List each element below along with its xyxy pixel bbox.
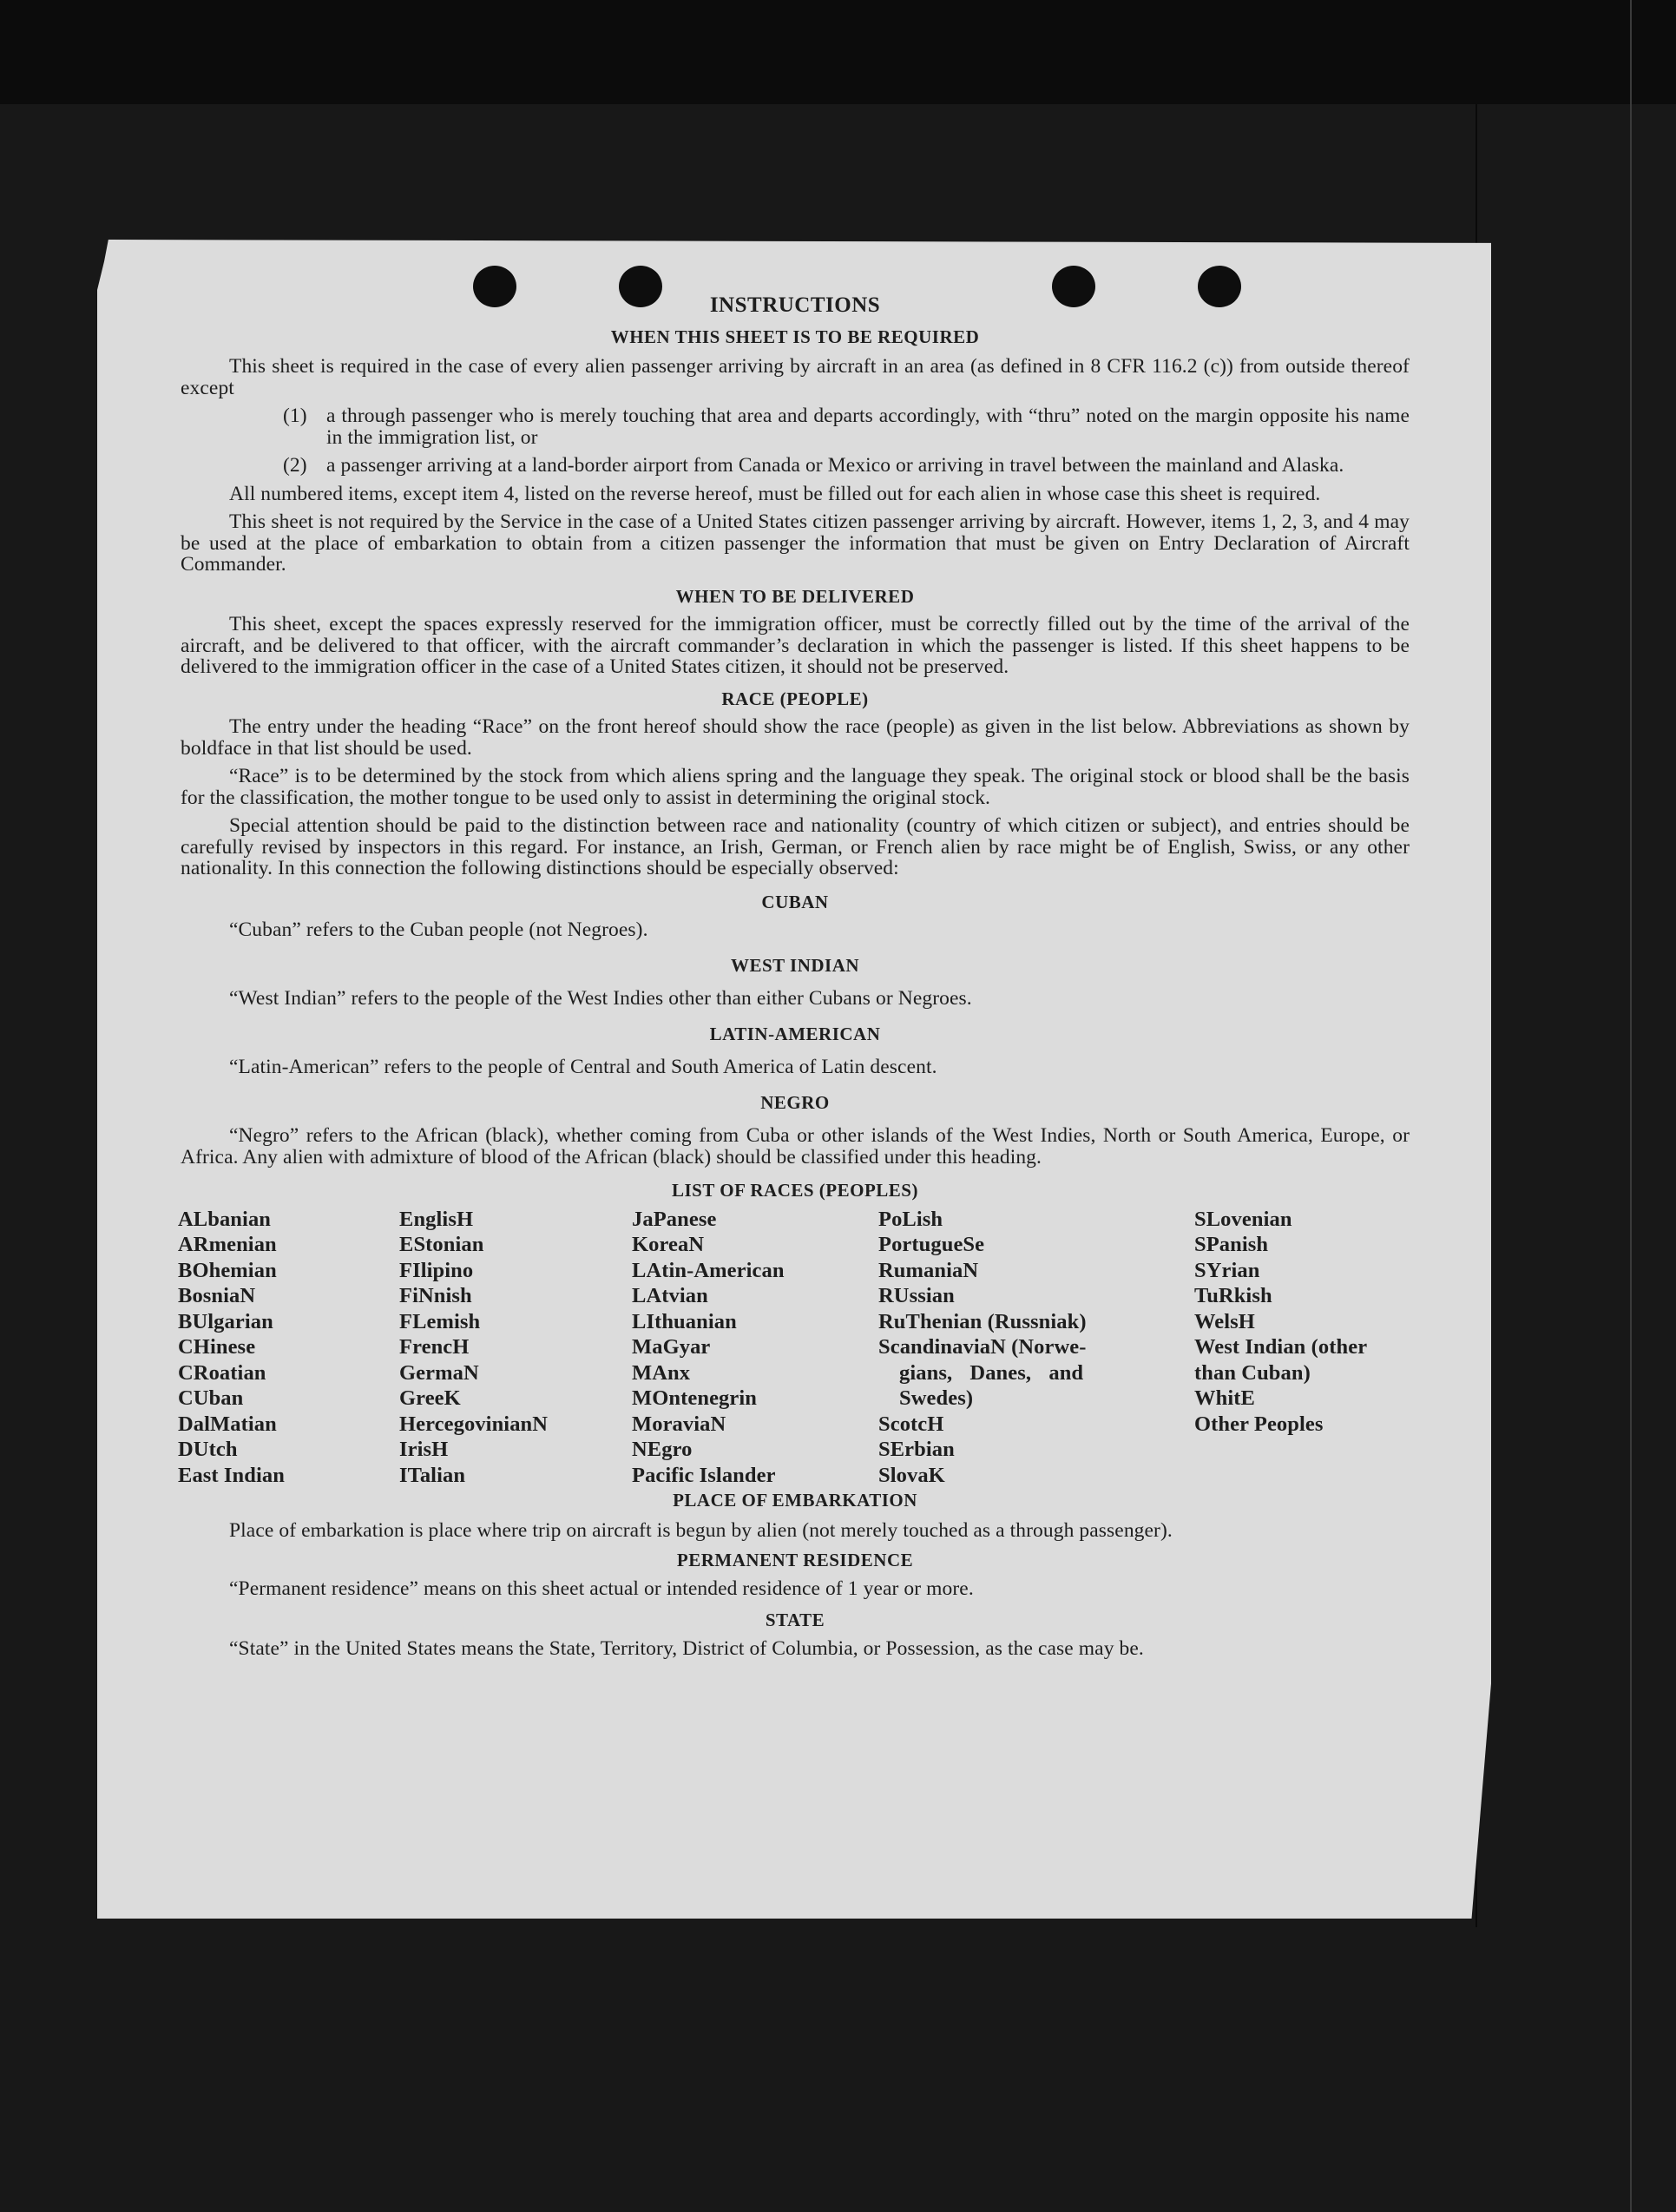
para-numbered-items: All numbered items, except item 4, listed on the reverse hereof, must be filled out for each alien in whose case this sheet is required. <box>229 482 1321 505</box>
para-west-indian: “West Indian” refers to the people of the West Indies other than either Cubans or Negroes. <box>229 987 972 1010</box>
heading-cuban: CUBAN <box>761 891 829 912</box>
heading-embarkation: PLACE OF EMBARKATION <box>673 1490 917 1511</box>
para-race-definition: “Race” is to be determined by the stock from which aliens spring and the language they speak. The original stock or blood shall be the basis for the classification, the mother tongue to be used only to assist in determining the original stock. <box>181 765 1410 809</box>
race-entry: Pacific Islander <box>632 1463 776 1487</box>
race-entry: ARmenian <box>178 1233 277 1256</box>
race-entry: RuThenian (Russniak) <box>878 1309 1087 1333</box>
para-race-entry: The entry under the heading “Race” on the front hereof should show the race (people) as given in the list below. Abbreviations as shown by boldface in that list should be used. <box>181 715 1410 760</box>
scan-top-band <box>0 0 1676 104</box>
race-entry: KoreaN <box>632 1233 705 1256</box>
race-entry: MOntenegrin <box>632 1386 757 1410</box>
exception-text: a passenger arriving at a land-border airport from Canada or Mexico or arriving in travel between the mainland and Alaska. <box>326 454 1344 477</box>
heading-latin-american: LATIN-AMERICAN <box>709 1023 881 1044</box>
race-column <box>1194 1207 1410 1489</box>
race-entry: CRoatian <box>178 1360 266 1385</box>
race-entry: ALbanian <box>178 1207 272 1231</box>
race-entry: HercegovinianN <box>399 1412 549 1436</box>
race-entry: DalMatian <box>178 1412 277 1436</box>
race-entry: TuRkish <box>1194 1284 1272 1307</box>
race-entry: PortugueSe <box>878 1233 985 1256</box>
instructions-content <box>178 293 1410 1660</box>
race-entry: East Indian <box>178 1463 285 1487</box>
race-entry: ScandinaviaN (Norwe- <box>878 1335 1087 1359</box>
race-entry: MaGyar <box>632 1335 711 1359</box>
race-entry: ITalian <box>399 1463 466 1487</box>
race-entry: DUtch <box>178 1438 238 1461</box>
race-entry: SYrian <box>1194 1258 1260 1282</box>
race-entry: EnglisH <box>399 1207 474 1231</box>
race-entry: RUssian <box>878 1284 955 1307</box>
heading-race: RACE (PEOPLE) <box>721 688 869 709</box>
race-entry: RumaniaN <box>878 1258 979 1282</box>
race-entry: GermaN <box>399 1360 479 1385</box>
race-entry: CUban <box>178 1386 244 1410</box>
race-column <box>878 1207 1194 1489</box>
exception-number: (1) <box>283 405 307 427</box>
race-column <box>399 1207 632 1489</box>
race-entry: FiNnish <box>399 1284 472 1307</box>
race-entry: SLovenian <box>1194 1207 1292 1231</box>
scan-edge-line <box>1630 0 1632 2212</box>
heading-race-list: LIST OF RACES (PEOPLES) <box>672 1180 918 1201</box>
race-entry: FIlipino <box>399 1258 474 1282</box>
heading-west-indian: WEST INDIAN <box>730 954 860 976</box>
race-entry: ScotcH <box>878 1412 944 1436</box>
page-title: INSTRUCTIONS <box>709 293 881 317</box>
heading-state: STATE <box>765 1610 825 1630</box>
race-entry: FLemish <box>399 1309 481 1333</box>
race-entry: IrisH <box>399 1438 449 1461</box>
para-latin-american: “Latin-American” refers to the people of Central and South America of Latin descent. <box>229 1056 937 1078</box>
race-entry-continued: Swedes) <box>899 1386 974 1410</box>
race-entry-continued: gians, Danes, and <box>899 1360 1084 1385</box>
race-entry: PoLish <box>878 1207 943 1231</box>
para-delivered: This sheet, except the spaces expressly reserved for the immigration officer, must be correctly filled out by the time of the arrival of the aircraft, and be delivered to that officer, with the aircraft commander’s declaration in which the passenger is listed. If this sheet happens to be delivered to the immigration officer in the case of a United States citizen, it should not be preserved. <box>181 613 1410 678</box>
race-entry: West Indian (other <box>1194 1335 1368 1359</box>
race-entry: JaPanese <box>632 1207 717 1231</box>
race-entry-continued: than Cuban) <box>1194 1360 1311 1385</box>
race-entry: BOhemian <box>178 1258 277 1282</box>
para-state: “State” in the United States means the State, Territory, District of Columbia, or Possession, as the case may be. <box>229 1636 1144 1660</box>
race-entry: EStonian <box>399 1233 484 1256</box>
exception-number: (2) <box>283 454 307 477</box>
race-entry: Other Peoples <box>1194 1412 1324 1436</box>
para-permanent-residence: “Permanent residence” means on this sheet actual or intended residence of 1 year or more. <box>229 1577 974 1600</box>
heading-when-delivered: WHEN TO BE DELIVERED <box>675 585 915 607</box>
heading-permanent-residence: PERMANENT RESIDENCE <box>676 1550 914 1570</box>
exception-item <box>283 455 1410 477</box>
exception-item <box>283 405 1410 448</box>
race-entry: MoraviaN <box>632 1412 726 1436</box>
race-entry: NEgro <box>632 1438 693 1461</box>
race-entry: BUlgarian <box>178 1309 273 1333</box>
race-column <box>632 1207 878 1489</box>
race-entry: CHinese <box>178 1335 256 1359</box>
race-entry: WelsH <box>1194 1309 1255 1333</box>
para-cuban: “Cuban” refers to the Cuban people (not Negroes). <box>229 918 648 941</box>
heading-when-required: WHEN THIS SHEET IS TO BE REQUIRED <box>610 326 980 347</box>
race-entry: GreeK <box>399 1386 461 1410</box>
race-entry: WhitE <box>1194 1386 1255 1410</box>
race-entry: SlovaK <box>878 1463 945 1487</box>
para-not-required: This sheet is not required by the Service in the case of a United States citizen passenger arriving by aircraft. However, items 1, 2, 3, and 4 may be used at the place of embarkation to obtain from a citizen passenger the information that must be given on Entry Declaration of Aircraft Commander. <box>181 510 1410 576</box>
race-entry: SErbian <box>878 1438 955 1461</box>
para-embarkation: Place of embarkation is place where trip on aircraft is begun by alien (not merely touched as a through passenger). <box>229 1518 1173 1542</box>
race-entry: MAnx <box>632 1360 691 1385</box>
para-negro: “Negro” refers to the African (black), whether coming from Cuba or other islands of the West Indies, North or South America, Europe, or Africa. Any alien with admixture of blood of the African (black) should be classified under this heading. <box>181 1124 1410 1169</box>
race-entry: FrencH <box>399 1335 470 1359</box>
race-column <box>178 1207 399 1489</box>
exception-text: a through passenger who is merely touching that area and departs accordingly, with “thru” noted on the margin opposite his name in the immigration list, or <box>326 405 1410 449</box>
race-list <box>178 1207 1410 1489</box>
heading-negro: NEGRO <box>760 1091 830 1113</box>
race-entry: LIthuanian <box>632 1309 737 1333</box>
race-entry: LAtin-American <box>632 1258 785 1282</box>
para-race-nationality: Special attention should be paid to the distinction between race and nationality (country of which citizen or subject), and entries should be carefully revised by inspectors in this regard. For instance, an Irish, German, or French alien by race might be of English, Swiss, or any other nationality. In this connection the following distinctions should be especially observed: <box>181 814 1410 879</box>
race-entry: SPanish <box>1194 1233 1269 1256</box>
race-entry: LAtvian <box>632 1284 708 1307</box>
para-required-intro: This sheet is required in the case of every alien passenger arriving by aircraft in an area (as defined in 8 CFR 116.2 (c)) from outside thereof except <box>181 355 1410 399</box>
race-entry: BosniaN <box>178 1284 256 1307</box>
